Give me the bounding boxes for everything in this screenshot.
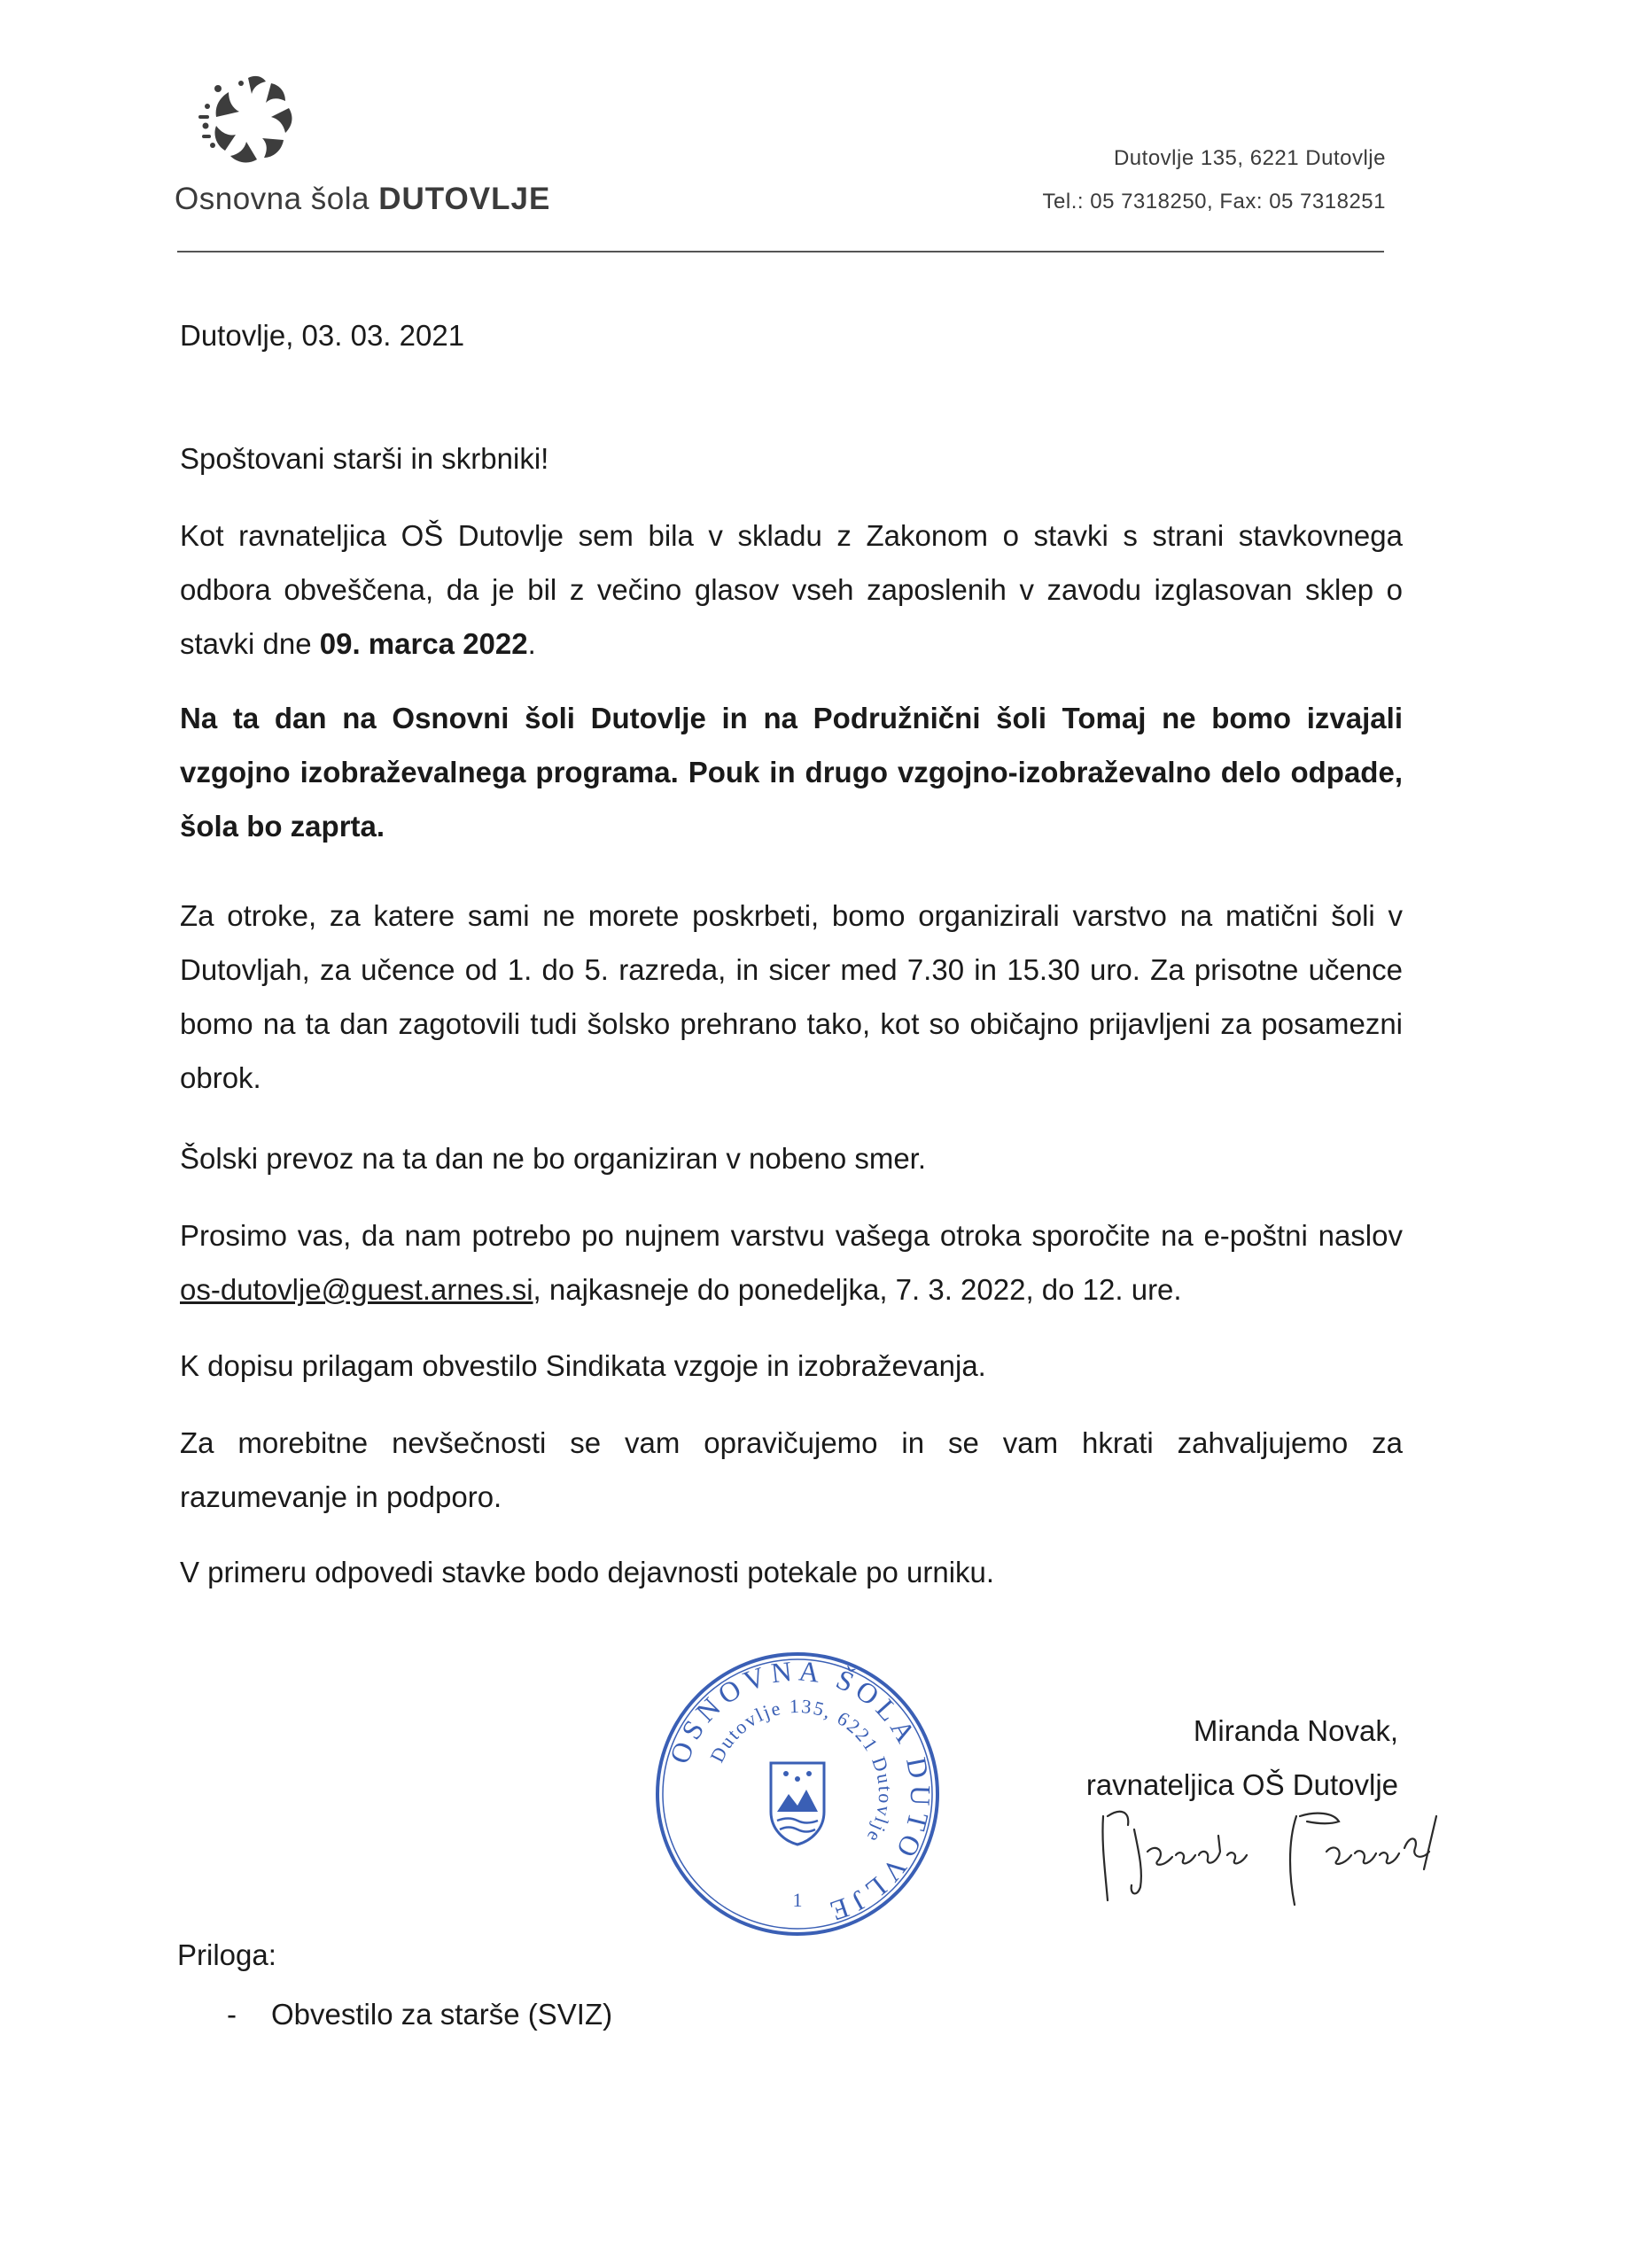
school-name-prefix: Osnovna šola [175,182,379,216]
paragraph-cancellation: V primeru odpovedi stavke bodo dejavnosti potekale po urniku. [180,1556,995,1588]
paragraph-strike-notice [180,509,1403,671]
slovenia-coat-of-arms-icon [771,1763,824,1845]
svg-text:OSNOVNA ŠOLA DUTOVLJE: OSNOVNA ŠOLA DUTOVLJE [663,1654,937,1930]
handwritten-signature-icon [1094,1781,1484,1914]
school-contact: Tel.: 05 7318250, Fax: 05 7318251 [1042,190,1386,214]
paragraph-school-closed: Na ta dan na Osnovni šoli Dutovlje in na Podružnični šoli Tomaj ne bomo izvajali vzgojno izobraževalnega programa. Pouk in drugo vzgojno-izobraževalno delo odpade, šola bo zaprta. [180,702,1403,843]
paragraph-contact [180,1208,1403,1317]
letterhead-divider [177,251,1384,252]
strike-date: 09. marca 2022 [319,627,528,660]
email-link[interactable]: os-dutovlje@guest.arnes.si [180,1273,533,1306]
attachment-item-text: Obvestilo za starše (SVIZ) [271,1998,613,2031]
school-name [175,182,550,217]
letter-date: Dutovlje, 03. 03. 2021 [180,319,465,352]
letter-greeting: Spoštovani starši in skrbniki! [180,442,549,475]
list-dash: - [227,1998,237,2031]
p1-text: Kot ravnateljica OŠ Dutovlje sem bila v skladu z Zakonom o stavki s strani stavkovnega odbora obveščena, da je bil z večino glasov vseh zaposlenih v zavodu izglasovan sklep o stavki dne [180,519,1403,660]
svg-text:1: 1 [792,1889,803,1911]
paragraph-apology: Za morebitne nevšečnosti se vam opravičujemo in se vam hkrati zahvaljujemo za razumevanje in podporo. [180,1426,1403,1513]
attachment-item [227,1987,612,2041]
paragraph-childcare: Za otroke, za katere sami ne morete poskrbeti, bomo organizirali varstvo na matični šoli v Dutovljah, za učence od 1. do 5. razreda, in sicer med 7.30 in 15.30 uro. Za prisotne učence bomo na ta dan zagotovili tudi šolsko prehrano tako, kot so običajno prijavljeni za posamezni obrok. [180,899,1403,1094]
p5-start: Prosimo vas, da nam potrebo po nujnem varstvu vašega otroka sporočite na e-poštni naslov [180,1219,1403,1252]
attachment-label: Priloga: [177,1938,276,1971]
p5-end: , najkasneje do ponedeljka, 7. 3. 2022, do 12. ure. [533,1273,1182,1306]
school-name-bold: DUTOVLJE [378,182,551,216]
school-stamp-icon [651,1648,944,1940]
signer-name: Miranda Novak, [1193,1714,1398,1747]
paragraph-attachment-note: K dopisu prilagam obvestilo Sindikata vzgoje in izobraževanja. [180,1349,986,1382]
school-logo-icon [193,71,308,182]
svg-text:Dutovlje 135, 6221 Dutovlje: Dutovlje 135, 6221 Dutovlje [705,1694,898,1848]
signer-role: ravnateljica OŠ Dutovlje [1085,1768,1398,1801]
p1-end: . [527,627,536,660]
school-address: Dutovlje 135, 6221 Dutovlje [1113,146,1386,170]
paragraph-transport: Šolski prevoz na ta dan ne bo organiziran v nobeno smer. [180,1142,927,1175]
